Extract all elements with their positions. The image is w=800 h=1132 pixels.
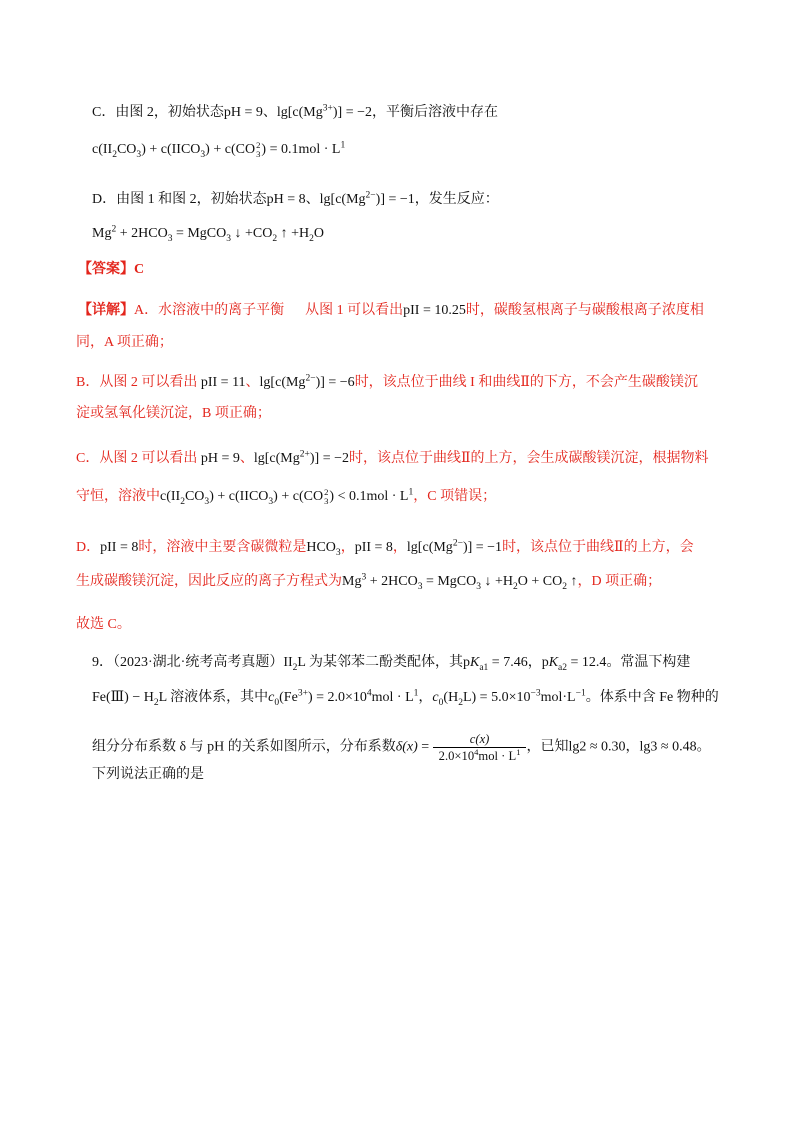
text-run: 下列说法正确的是 — [92, 767, 204, 782]
subscript: 3 — [324, 495, 329, 506]
subscript: 2 — [272, 233, 278, 244]
fraction-denominator — [436, 748, 524, 764]
superscript: −3 — [530, 688, 541, 699]
text-run: lg[c(Mg — [406, 540, 453, 555]
text-run: ) = 2.0×10 — [307, 690, 367, 705]
superscript: 4 — [366, 688, 372, 699]
subscript: 2 — [562, 581, 568, 592]
text-run: )] = −6 — [315, 375, 355, 390]
subscript: 0 — [438, 697, 444, 708]
explanation-text: 从图 1 可以看出 — [284, 303, 404, 318]
text-run: p — [541, 655, 549, 670]
question-9-stem-line-2 — [92, 686, 719, 710]
explanation-c — [76, 447, 709, 471]
explanation-d — [76, 536, 694, 560]
superscript: 1 — [516, 746, 521, 757]
text-run: Mg — [342, 574, 362, 589]
fraction-numerator — [433, 731, 527, 748]
text-run: K — [469, 655, 480, 670]
text-run: (Fe — [279, 690, 298, 705]
text-run: ，平衡后溶液中存在 — [372, 105, 498, 120]
text-run: (H — [443, 690, 459, 705]
text-run: lg[c(Mg — [259, 375, 306, 390]
superscript: 3 — [361, 572, 367, 583]
text-run: L) = 5.0×10 — [462, 690, 531, 705]
text-run: mol·L — [540, 690, 576, 705]
text-run: 。 — [696, 739, 711, 755]
text-run: mol · L — [478, 749, 517, 763]
explanation-text: 、 — [239, 451, 254, 466]
text-run: pII = 10.25 — [403, 303, 466, 318]
subscript: 3 — [417, 581, 423, 592]
superscript: 2 — [256, 140, 261, 151]
text-run: pII = 8 — [100, 540, 139, 555]
text-run: lg3 ≈ 0.48 — [639, 739, 697, 755]
text-run: 溶液体系，其中 — [166, 690, 269, 705]
superscript: 2− — [365, 190, 376, 201]
subscript: 3 — [136, 149, 142, 160]
superscript: 2 — [111, 224, 117, 235]
subscript: 3 — [476, 581, 482, 592]
explanation-text: 时，该点位于曲线Ⅱ的上方，会 — [502, 540, 694, 555]
subscript: a1 — [479, 662, 489, 673]
text-run: ↑ +H — [277, 226, 310, 241]
text-run: C．由图 2，初始状态 — [92, 105, 224, 120]
explanation-text: ，C 项错误； — [413, 489, 497, 504]
subscript: 2 — [513, 581, 518, 592]
explanation-d-cont — [76, 570, 661, 594]
text-run: )] = −2 — [309, 451, 349, 466]
subscript: 2 — [112, 149, 117, 160]
explanation-text: 时，该点位于曲线Ⅱ的上方，会生成碳酸镁沉淀，根据物料 — [349, 451, 709, 466]
question-9-stem — [92, 651, 690, 675]
text-run: 9．（2023·湖北·统考高考真题） — [92, 655, 284, 670]
text-run: K — [548, 655, 559, 670]
text-run: 、 — [262, 105, 277, 120]
text-run: mol · L — [371, 690, 414, 705]
explanation-text: 淀或氢氧化镁沉淀，B 项正确； — [76, 406, 271, 421]
text-run: c(II — [92, 142, 113, 157]
text-run: = MgCO — [422, 574, 477, 589]
explanation-text: 守恒，溶液中 — [76, 489, 160, 504]
text-run: ，已知 — [526, 739, 569, 755]
text-run: ↓ +CO — [231, 226, 273, 241]
text-run: HCO — [306, 540, 336, 555]
text-run: ) + c(IICO — [141, 142, 201, 157]
explanation-b — [76, 371, 698, 395]
option-d-equation — [92, 222, 324, 246]
text-run: = — [417, 739, 433, 755]
text-run: 组分分布系数 δ 与 pH 的关系如图所示，分布系数 — [92, 739, 396, 755]
subscript: 2 — [309, 233, 314, 244]
superscript: 1 — [340, 140, 346, 151]
text-run: δ(x) — [395, 739, 418, 755]
subscript: 3 — [256, 148, 261, 159]
superscript: 2− — [452, 538, 463, 549]
explanation-text: 时，溶液中主要含碳微粒是 — [138, 540, 307, 555]
text-run: c — [268, 690, 275, 705]
explanation-a-cont — [76, 331, 173, 355]
text-run: ) + c(CO — [273, 489, 324, 504]
text-run: ) + c(IICO — [209, 489, 269, 504]
text-run: ↑ — [567, 574, 578, 589]
text-run: ， — [625, 739, 640, 755]
subscript: 3 — [226, 233, 232, 244]
text-run: c(x) — [469, 732, 490, 746]
text-run: + 2HCO — [116, 226, 168, 241]
text-run: pII = 11 — [200, 375, 246, 390]
explanation-text: 生成碳酸镁沉淀，因此反应的离子方程式为 — [76, 574, 342, 589]
text-run: p — [462, 655, 470, 670]
subscript: 3 — [167, 233, 173, 244]
conclusion — [76, 613, 131, 637]
subscript: 0 — [274, 697, 280, 708]
explanation-text: 故选 C。 — [76, 617, 131, 632]
text-run: = 7.46 — [488, 655, 528, 670]
text-run: pII = 8 — [354, 540, 393, 555]
text-run: ) < 0.1mol · L — [329, 489, 409, 504]
superscript: 2+ — [299, 449, 310, 460]
explanation-text: 【详解】 — [78, 303, 134, 318]
superscript: 1 — [413, 688, 419, 699]
superscript: 4 — [474, 746, 479, 757]
superscript: −1 — [575, 688, 586, 699]
explanation-text: 、 — [245, 375, 260, 390]
option-c-equation — [92, 138, 345, 162]
explanation-text: D． — [76, 540, 101, 555]
superscript: 2 — [324, 487, 329, 498]
text-run: 。常温下构建 — [606, 655, 691, 670]
superscript: 3+ — [297, 688, 308, 699]
fraction — [436, 731, 524, 764]
subscript: 3 — [335, 547, 341, 558]
stacked-index — [324, 488, 328, 505]
explanation-text: ， — [392, 540, 407, 555]
text-run: CO — [184, 489, 205, 504]
text-run: 、 — [305, 192, 320, 207]
text-run: O — [313, 226, 325, 241]
text-run: c — [432, 690, 439, 705]
text-run: )] = −1 — [462, 540, 503, 555]
option-d-statement — [92, 188, 499, 212]
explanation-text: 【答案】C — [78, 262, 145, 277]
subscript: a2 — [558, 662, 568, 673]
text-run: )] = −2 — [332, 105, 372, 120]
text-run: 为某邻苯二酚类配体，其 — [305, 655, 463, 670]
text-run: CO — [116, 142, 137, 157]
subscript: 3 — [200, 149, 206, 160]
text-run: L — [158, 690, 167, 705]
text-run: lg[c(Mg — [276, 105, 323, 120]
text-run: lg2 ≈ 0.30 — [568, 739, 626, 755]
option-c-statement — [92, 101, 498, 125]
text-run: L — [297, 655, 306, 670]
text-run: ， — [527, 655, 542, 670]
superscript: 1 — [408, 487, 414, 498]
explanation-text: 同，A 项正确； — [76, 335, 173, 350]
explanation-text: ， — [340, 540, 355, 555]
subscript: 2 — [292, 662, 298, 673]
text-run: ↓ +H — [481, 574, 514, 589]
explanation-c-cont — [76, 485, 496, 509]
explanation-a — [78, 299, 704, 323]
explanation-text: A．水溶液中的离子平衡 — [134, 303, 285, 318]
text-run: 。体系中含 Fe 物种的 — [585, 690, 719, 705]
superscript: 2− — [305, 373, 316, 384]
explanation-text: 时，碳酸氢根离子与碳酸根离子浓度相 — [465, 303, 704, 318]
subscript: 3 — [204, 496, 210, 507]
explanation-text: C．从图 2 可以看出 — [76, 451, 201, 466]
stacked-index — [256, 141, 260, 158]
text-run: lg[c(Mg — [319, 192, 366, 207]
explanation-text: ，D 项正确； — [577, 574, 662, 589]
superscript: 3+ — [322, 103, 333, 114]
text-run: pH = 9 — [223, 105, 263, 120]
explanation-text: 时，该点位于曲线 I 和曲线Ⅱ的下方，不会产生碳酸镁沉 — [354, 375, 698, 390]
text-run: = 12.4 — [567, 655, 607, 670]
text-run: lg[c(Mg — [253, 451, 300, 466]
subscript: 3 — [268, 496, 274, 507]
text-run: pH = 9 — [200, 451, 240, 466]
text-run: )] = −1 — [375, 192, 415, 207]
text-run: + 2HCO — [366, 574, 418, 589]
subscript: 2 — [153, 697, 159, 708]
question-9-prompt — [92, 763, 204, 787]
text-run: Fe(Ⅲ) − H — [92, 690, 154, 705]
text-run: Mg — [92, 226, 112, 241]
text-run: = MgCO — [172, 226, 227, 241]
subscript: 2 — [180, 496, 185, 507]
text-run: c(II — [160, 489, 181, 504]
text-run: D．由图 1 和图 2，初始状态 — [92, 192, 267, 207]
text-run: ) = 0.1mol · L — [261, 142, 341, 157]
explanation-b-cont — [76, 402, 271, 426]
answer-label — [78, 258, 144, 282]
text-run: pH = 8 — [266, 192, 306, 207]
text-run: O + CO — [517, 574, 563, 589]
text-run: ， — [418, 690, 433, 705]
text-run: 2.0×10 — [438, 749, 475, 763]
subscript: 2 — [458, 697, 463, 708]
text-run: ) + c(CO — [205, 142, 256, 157]
text-run: II — [283, 655, 293, 670]
explanation-text: B．从图 2 可以看出 — [76, 375, 201, 390]
text-run: ，发生反应： — [414, 192, 499, 207]
